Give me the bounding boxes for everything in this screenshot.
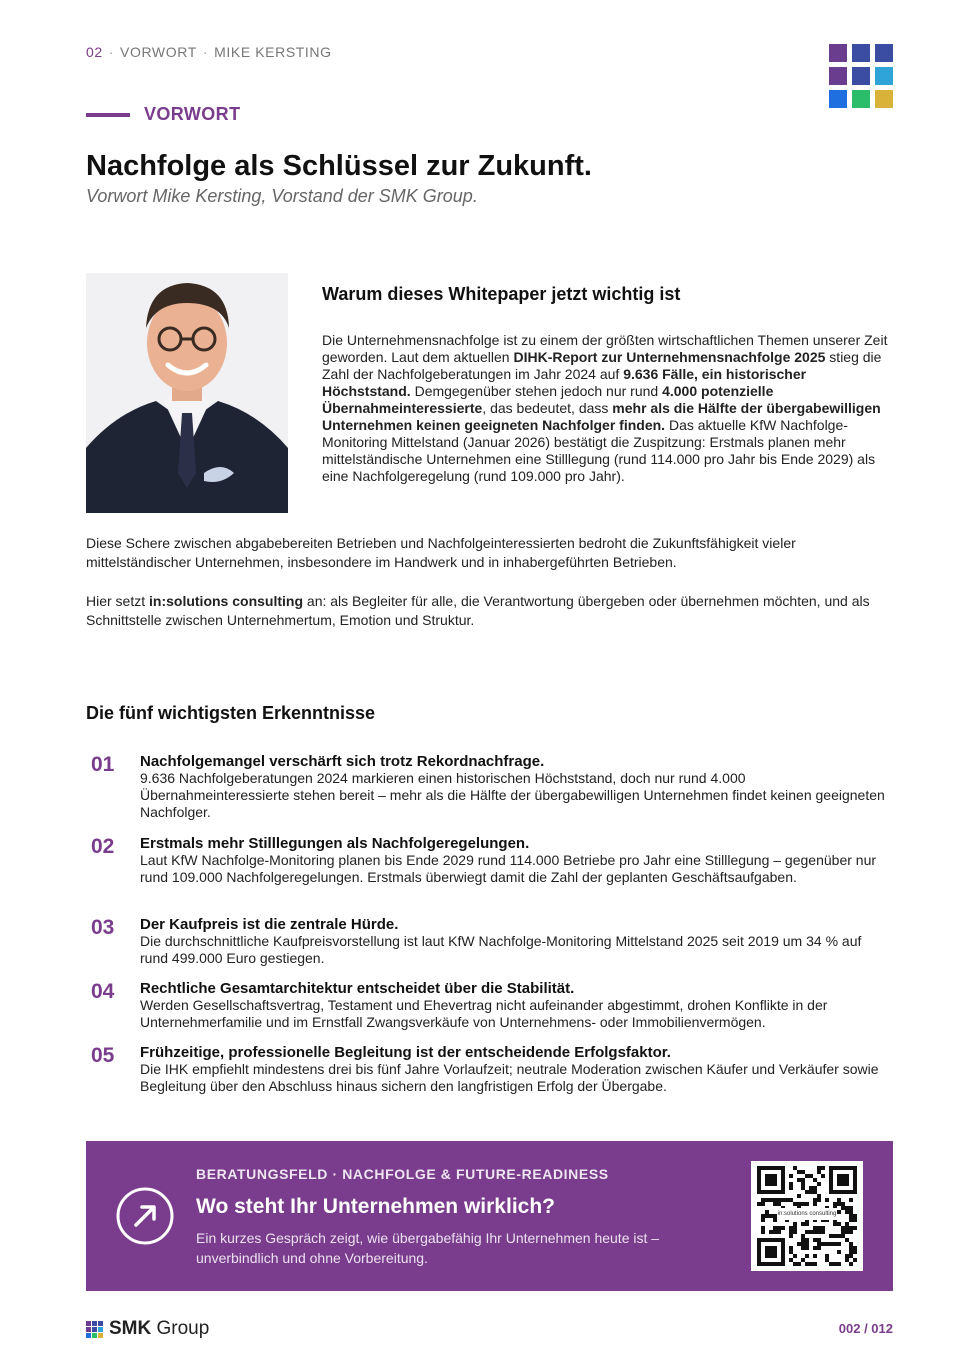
finding-number: 01	[91, 753, 115, 776]
para2-company: in:solutions consulting	[149, 593, 304, 609]
body-paragraph-2	[86, 592, 894, 630]
intro-heading: Warum dieses Whitepaper jetzt wichtig ist	[322, 284, 681, 304]
finding-title: Erstmals mehr Stilllegungen als Nachfolgeregelungen.	[140, 835, 530, 852]
intro-bold-3: 4.000 potenzielle Übernahmeinteressierte	[322, 383, 774, 416]
body-paragraph-1: Diese Schere zwischen abgabebereiten Betrieben und Nachfolgeinteressierten bedroht die Zukunftsfähigkeit vieler mittelständischer Unternehmen, insbesondere im Handwerk und in inhabergeführten Betrieben.	[86, 535, 796, 570]
para2-pre: Hier setzt	[86, 593, 150, 609]
portrait-illustration	[86, 273, 288, 513]
intro-text-3: Demgegenüber stehen jedoch nur rund	[410, 383, 663, 399]
page-subtitle: Vorwort Mike Kersting, Vorstand der SMK Group.	[86, 186, 478, 206]
finding-number: 03	[91, 916, 115, 939]
intro-bold-4: mehr als die Hälfte der übergabewilligen Unternehmen keinen geeigneten Nachfolger finden.	[322, 400, 881, 433]
finding-title: Rechtliche Gesamtarchitektur entscheidet über die Stabilität.	[140, 980, 575, 997]
logo-square	[875, 44, 893, 62]
section-label: VORWORT	[144, 104, 241, 124]
qr-caption: in:solutions consulting	[777, 1208, 837, 1220]
intro-text-1: Die Unternehmensnachfolge ist zu einem der größten wirtschaftlichen Themen unserer Zeit geworden. Laut dem aktuellen	[322, 332, 888, 365]
footer-logo-mark	[86, 1321, 103, 1338]
breadcrumb: 02 · VORWORT · MIKE KERSTING	[86, 44, 332, 60]
logo-square	[829, 67, 847, 85]
smk-logo-mark	[829, 44, 893, 108]
page-title: Nachfolge als Schlüssel zur Zukunft.	[86, 150, 592, 182]
intro-bold-1: DIHK-Report zur Unternehmensnachfolge 2025	[513, 349, 826, 365]
finding-title: Frühzeitige, professionelle Begleitung ist der entscheidende Erfolgsfaktor.	[140, 1044, 671, 1061]
finding-number: 04	[91, 980, 115, 1003]
intro-paragraph	[322, 332, 894, 485]
finding-text: Laut KfW Nachfolge-Monitoring planen bis Ende 2029 rund 114.000 Betriebe pro Jahr eine Stilllegung – gegenüber nur rund 109.000 Nachfolgeregelungen. Erstmals überwiegt damit die Zahl der geplanten Geschäftsaufgaben.	[140, 852, 877, 885]
banner-kicker: BERATUNGSFELD · NACHFOLGE & FUTURE-READINESS	[196, 1166, 609, 1182]
breadcrumb-author: MIKE KERSTING	[214, 44, 332, 60]
page-counter: 002 / 012	[838, 1321, 893, 1336]
finding-text: 9.636 Nachfolgeberatungen 2024 markieren einen historischen Höchststand, doch nur rund 4.000 Übernahmeinteressierte stehen bereit – mehr als die Hälfte der übergabewilligen Unternehmen findet keinen geeigneten Nachfolger.	[140, 770, 885, 820]
finding-title: Der Kaufpreis ist die zentrale Hürde.	[140, 916, 399, 933]
intro-bold-2: 9.636 Fälle, ein historischer Höchststand.	[322, 366, 807, 399]
finding-number: 02	[91, 835, 115, 858]
footer-brand-bold: SMK	[109, 1318, 152, 1339]
footer-brand	[109, 1318, 209, 1340]
banner-title[interactable]: Wo steht Ihr Unternehmen wirklich?	[196, 1195, 555, 1218]
finding-number: 05	[91, 1044, 115, 1067]
page-number-label: 02	[86, 44, 103, 60]
footer-logo	[86, 1318, 209, 1340]
author-portrait	[86, 273, 288, 513]
logo-square	[852, 90, 870, 108]
logo-square	[852, 44, 870, 62]
logo-square	[829, 44, 847, 62]
logo-square	[875, 67, 893, 85]
breadcrumb-section: VORWORT	[120, 44, 197, 60]
logo-square	[829, 90, 847, 108]
arrow-up-right-circle-icon[interactable]	[115, 1186, 175, 1246]
footer-brand-rest: Group	[151, 1318, 210, 1339]
section-accent-line	[86, 113, 130, 117]
finding-text: Werden Gesellschaftsvertrag, Testament und Ehevertrag nicht aufeinander abgestimmt, drohen Konflikte in der Unternehmerfamilie und im Ernstfall Zwangsverkäufe von Unternehmens- oder Immobilienvermögen.	[140, 997, 828, 1030]
intro-text-5: Das aktuelle KfW Nachfolge-Monitoring Mittelstand (Januar 2026) bestätigt die Zuspitzung: Erstmals planen mehr mittelständische Unternehmen eine Stilllegung (rund 114.000 pro Jahr bis Ende 2029) als eine Nachfolgeregelung (rund 109.000 pro Jahr).	[322, 417, 876, 484]
logo-square	[875, 90, 893, 108]
banner-text: Ein kurzes Gespräch zeigt, wie übergabefähig Ihr Unternehmen heute ist – unverbindlich und ohne Vorbereitung.	[196, 1230, 660, 1266]
intro-text-2: stieg die Zahl der Nachfolgeberatungen im Jahr 2024 auf	[322, 349, 882, 382]
findings-heading: Die fünf wichtigsten Erkenntnisse	[86, 703, 376, 723]
finding-text: Die durchschnittliche Kaufpreisvorstellung ist laut KfW Nachfolge-Monitoring Mittelstand 2025 seit 2019 um 34 % auf rund 499.000 Euro gestiegen.	[140, 933, 862, 966]
finding-text: Die IHK empfiehlt mindestens drei bis fünf Jahre Vorlaufzeit; neutrale Moderation zwischen Käufer und Verkäufer sowie Begleitung über den Abschluss hinaus sichern den langfristigen Erfolg der Übergabe.	[140, 1061, 879, 1094]
logo-square	[852, 67, 870, 85]
para2-post: an: als Begleiter für alle, die Verantwortung übergeben oder übernehmen möchten, und als Schnittstelle zwischen Unternehmertum, Emotion und Struktur.	[86, 593, 870, 628]
intro-text-4: , das bedeutet, dass	[482, 400, 613, 416]
qr-code[interactable]	[751, 1161, 863, 1271]
finding-title: Nachfolgemangel verschärft sich trotz Rekordnachfrage.	[140, 753, 545, 770]
